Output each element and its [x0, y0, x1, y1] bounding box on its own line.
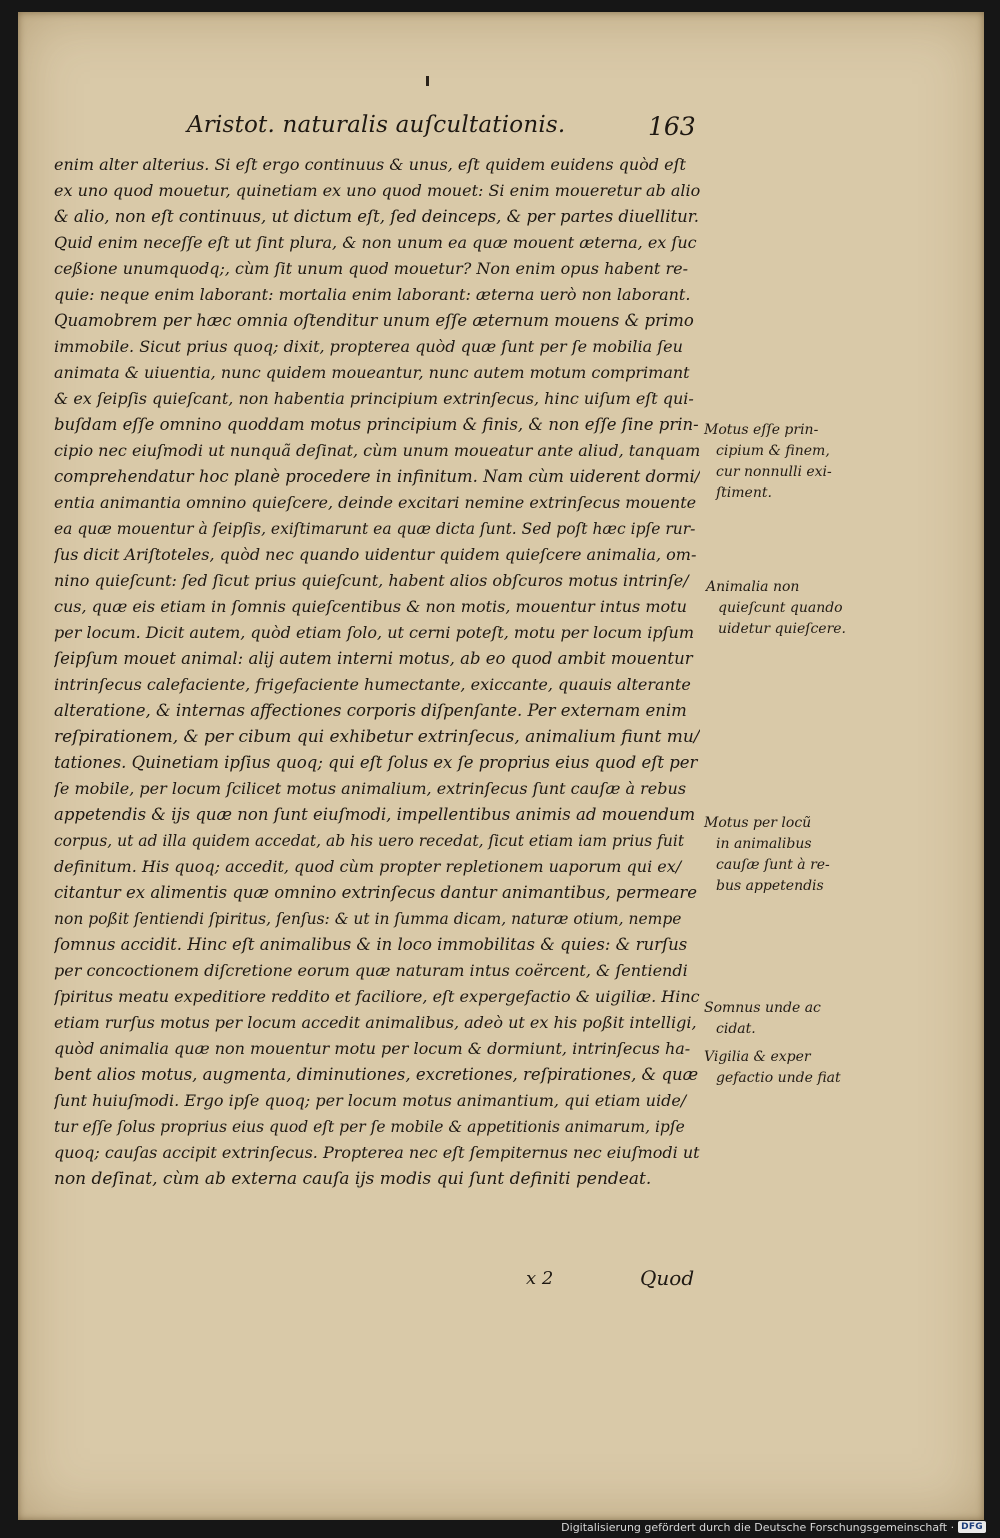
- text-line: ſunt huiuſmodi. Ergo ipſe quoq; per locum motus animantium, qui etiam uide/: [54, 1091, 687, 1110]
- text-line: quòd animalia quæ non mouentur motu per locum & dormiunt, intrinſecus ha-: [54, 1039, 691, 1058]
- running-head: Aristot. naturalis auſcultationis.: [187, 112, 566, 138]
- marginal-note-line: cipium & finem,: [716, 443, 830, 459]
- marginal-note-line: ſtiment.: [716, 485, 772, 501]
- text-line: non deſinat, cùm ab externa cauſa ijs modis qui ſunt definiti pendeat.: [54, 1169, 652, 1189]
- text-line: tationes. Quinetiam ipſius quoq; qui eſt ſolus ex ſe proprius eius quod eſt per: [54, 753, 698, 772]
- marginal-note-line: in animalibus: [716, 836, 812, 852]
- marginal-note-line: uidetur quieſcere.: [718, 621, 847, 637]
- text-line: ſeipſum mouet animal: alij autem interni motus, ab eo quod ambit mouentur: [54, 649, 693, 668]
- marginal-note-line: Motus per locũ: [704, 815, 812, 831]
- text-line: ex uno quod mouetur, quinetiam ex uno quod mouet: Si enim moueretur ab alio: [54, 181, 700, 200]
- text-line: appetendis & ijs quæ non ſunt eiuſmodi, impellentibus animis ad mouendum: [54, 805, 696, 824]
- text-line: ſpiritus meatu expeditiore reddito et faciliore, eſt expergefactio & uigiliæ. Hinc: [54, 987, 700, 1006]
- page-number: 163: [648, 112, 696, 141]
- marginal-note-line: cauſæ ſunt à re-: [716, 857, 830, 873]
- text-line: Quid enim neceſſe eſt ut ſint plura, & non unum ea quæ mouent æterna, ex ſuc: [54, 233, 697, 252]
- text-line: ea quæ mouentur à ſeipſis, exiſtimarunt ea quæ dicta ſunt. Sed poſt hæc ipſe rur-: [54, 520, 696, 538]
- marginal-note-line: Animalia non: [706, 579, 800, 595]
- text-line: tur eſſe ſolus proprius eius quod eſt per ſe mobile & appetitionis animarum, ipſe: [54, 1118, 685, 1136]
- text-line: alteratione, & internas affectiones corporis diſpenſante. Per externam enim: [54, 701, 687, 720]
- text-line: citantur ex alimentis quæ omnino extrinſecus dantur animantibus, permeare: [54, 883, 697, 902]
- text-line: cipio nec eiuſmodi ut nunquã deſinat, cùm unum moueatur ante aliud, tanquam: [54, 441, 700, 460]
- text-line: cus, quæ eis etiam in ſomnis quieſcentibus & non motis, mouentur intus motu: [54, 597, 687, 616]
- text-line: & ex ſeipſis quieſcant, non habentia principium extrinſecus, hinc uiſum eſt qui-: [54, 389, 694, 408]
- text-line: animata & uiuentia, nunc quidem moueantur, nunc autem motum comprimant: [54, 363, 690, 382]
- text-line: entia animantia omnino quieſcere, deinde excitari nemine extrinſecus mouente: [54, 493, 697, 512]
- text-line: ceßione unumquodq;, cùm ſit unum quod mouetur? Non enim opus habent re-: [54, 259, 688, 278]
- dfg-logo: DFG: [958, 1521, 986, 1533]
- text-line: reſpirationem, & per cibum qui exhibetur extrinſecus, animalium fiunt mu/: [54, 727, 700, 747]
- text-line: non poßit ſentiendi ſpiritus, ſenſus: & ut in ſumma dicam, naturæ otium, nempe: [54, 910, 682, 928]
- page-mark: [426, 76, 429, 86]
- text-line: Quamobrem per hæc omnia oſtenditur unum eſſe æternum mouens & primo: [54, 311, 694, 330]
- signature-mark: x 2: [526, 1268, 554, 1289]
- text-line: etiam rurſus motus per locum accedit animalibus, adeò ut ex his poßit intelligi,: [54, 1013, 697, 1032]
- text-line: per concoctionem diſcretione eorum quæ naturam intus coërcent, & ſentiendi: [54, 961, 688, 980]
- text-line: immobile. Sicut prius quoq; dixit, propterea quòd quæ ſunt per ſe mobilia ſeu: [54, 337, 683, 356]
- text-line: quoq; cauſas accipit extrinſecus. Propterea nec eſt ſempiternus nec eiuſmodi ut: [54, 1143, 700, 1162]
- text-line: per locum. Dicit autem, quòd etiam ſolo, ut cerni poteſt, motu per locum ipſum: [54, 623, 695, 642]
- text-line: corpus, ut ad illa quidem accedat, ab his uero recedat, ſicut etiam iam prius fuit: [54, 832, 685, 850]
- marginal-note-line: quieſcunt quando: [718, 600, 843, 616]
- marginal-note-line: Somnus unde ac: [704, 1000, 821, 1016]
- marginal-note-line: cidat.: [716, 1021, 756, 1037]
- text-line: intrinſecus calefaciente, frigefaciente humectante, exiccante, quauis alterante: [54, 675, 691, 694]
- credit-text: Digitalisierung gefördert durch die Deutsche Forschungsgemeinschaft ·: [561, 1520, 955, 1534]
- marginal-note-line: gefactio unde fiat: [716, 1070, 841, 1086]
- text-line: ſe mobile, per locum ſcilicet motus animalium, extrinſecus ſunt cauſæ à rebus: [54, 779, 687, 798]
- marginal-note-line: Vigilia & exper: [704, 1049, 811, 1065]
- marginal-note-line: cur nonnulli exi-: [716, 464, 832, 480]
- text-line: ſomnus accidit. Hinc eſt animalibus & in loco immobilitas & quies: & rurſus: [54, 935, 688, 954]
- text-line: nino quieſcunt: ſed ſicut prius quieſcunt, habent alios obſcuros motus intrinſe/: [54, 571, 689, 590]
- text-line: bent alios motus, augmenta, diminutiones, excretiones, reſpirationes, & quæ: [54, 1065, 699, 1084]
- marginal-note-line: Motus eſſe prin-: [704, 422, 819, 438]
- text-line: ſus dicit Ariſtoteles, quòd nec quando uidentur quidem quieſcere animalia, om-: [54, 545, 697, 564]
- text-line: quie: neque enim laborant: mortalia enim laborant: æterna uerò non laborant.: [54, 285, 691, 304]
- text-line: definitum. His quoq; accedit, quod cùm propter repletionem uaporum qui ex/: [54, 857, 682, 876]
- digitization-credit: [561, 1518, 986, 1536]
- text-line: buſdam eſſe omnino quoddam motus principium & finis, & non eſſe ſine prin-: [54, 415, 699, 434]
- text-line: enim alter alterius. Si eſt ergo continuus & unus, eſt quidem euidens quòd eſt: [54, 155, 686, 174]
- catchword: Quod: [640, 1266, 695, 1290]
- marginal-note-line: bus appetendis: [716, 878, 824, 894]
- text-line: & alio, non eſt continuus, ut dictum eſt, ſed deinceps, & per partes diuellitur.: [54, 207, 700, 226]
- text-line: comprehendatur hoc planè procedere in infinitum. Nam cùm uiderent dormi/: [54, 467, 700, 486]
